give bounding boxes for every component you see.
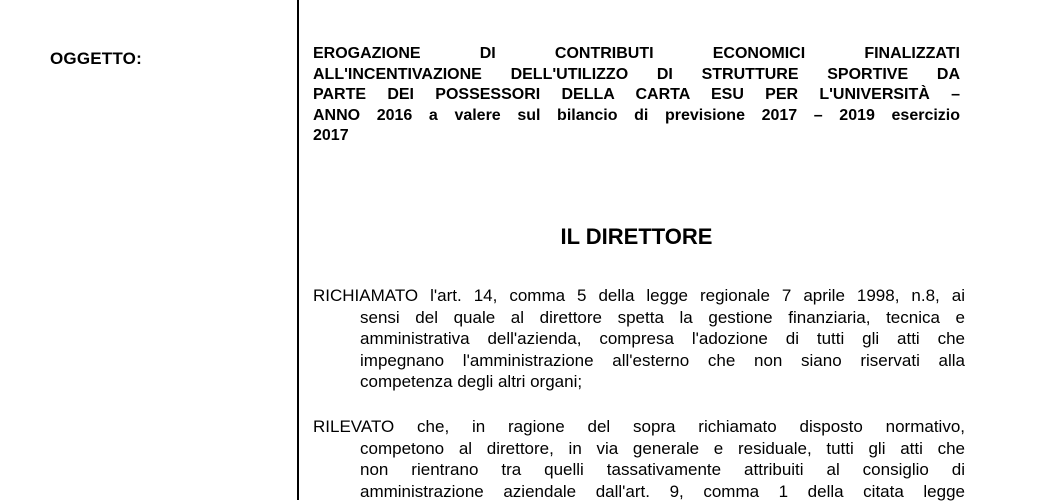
paragraph-line: sensi del quale al direttore spetta la gestione finanziaria, tecnica e [313, 307, 965, 329]
subject-text [313, 44, 960, 147]
paragraph-line: RICHIAMATO l'art. 14, comma 5 della legge regionale 7 aprile 1998, n.8, ai [313, 285, 965, 307]
subject-line: 2017 [313, 126, 960, 147]
paragraph-line: impegnano l'amministrazione all'esterno che non siano riservati alla [313, 350, 965, 372]
subject-line: ALL'INCENTIVAZIONE DELL'UTILIZZO DI STRUTTURE SPORTIVE DA [313, 65, 960, 86]
paragraph-line: non rientrano tra quelli tassativamente attribuiti al consiglio di [313, 459, 965, 481]
paragraph-richiamato [313, 285, 965, 393]
subject-label: OGGETTO: [50, 49, 142, 69]
subject-line: ANNO 2016 a valere sul bilancio di previsione 2017 – 2019 esercizio [313, 106, 960, 127]
section-heading: IL DIRETTORE [313, 224, 960, 250]
subject-line: EROGAZIONE DI CONTRIBUTI ECONOMICI FINALIZZATI [313, 44, 960, 65]
paragraph-rilevato [313, 416, 965, 502]
paragraph-line: competenza degli altri organi; [313, 371, 965, 393]
paragraph-line: amministrazione aziendale dall'art. 9, comma 1 della citata legge [313, 481, 965, 502]
paragraph-line: amministrativa dell'azienda, compresa l'adozione di tutti gli atti che [313, 328, 965, 350]
paragraph-line: RILEVATO che, in ragione del sopra richiamato disposto normativo, [313, 416, 965, 438]
column-divider [297, 0, 299, 500]
subject-line: PARTE DEI POSSESSORI DELLA CARTA ESU PER L'UNIVERSITÀ – [313, 85, 960, 106]
paragraph-line: competono al direttore, in via generale e residuale, tutti gli atti che [313, 438, 965, 460]
